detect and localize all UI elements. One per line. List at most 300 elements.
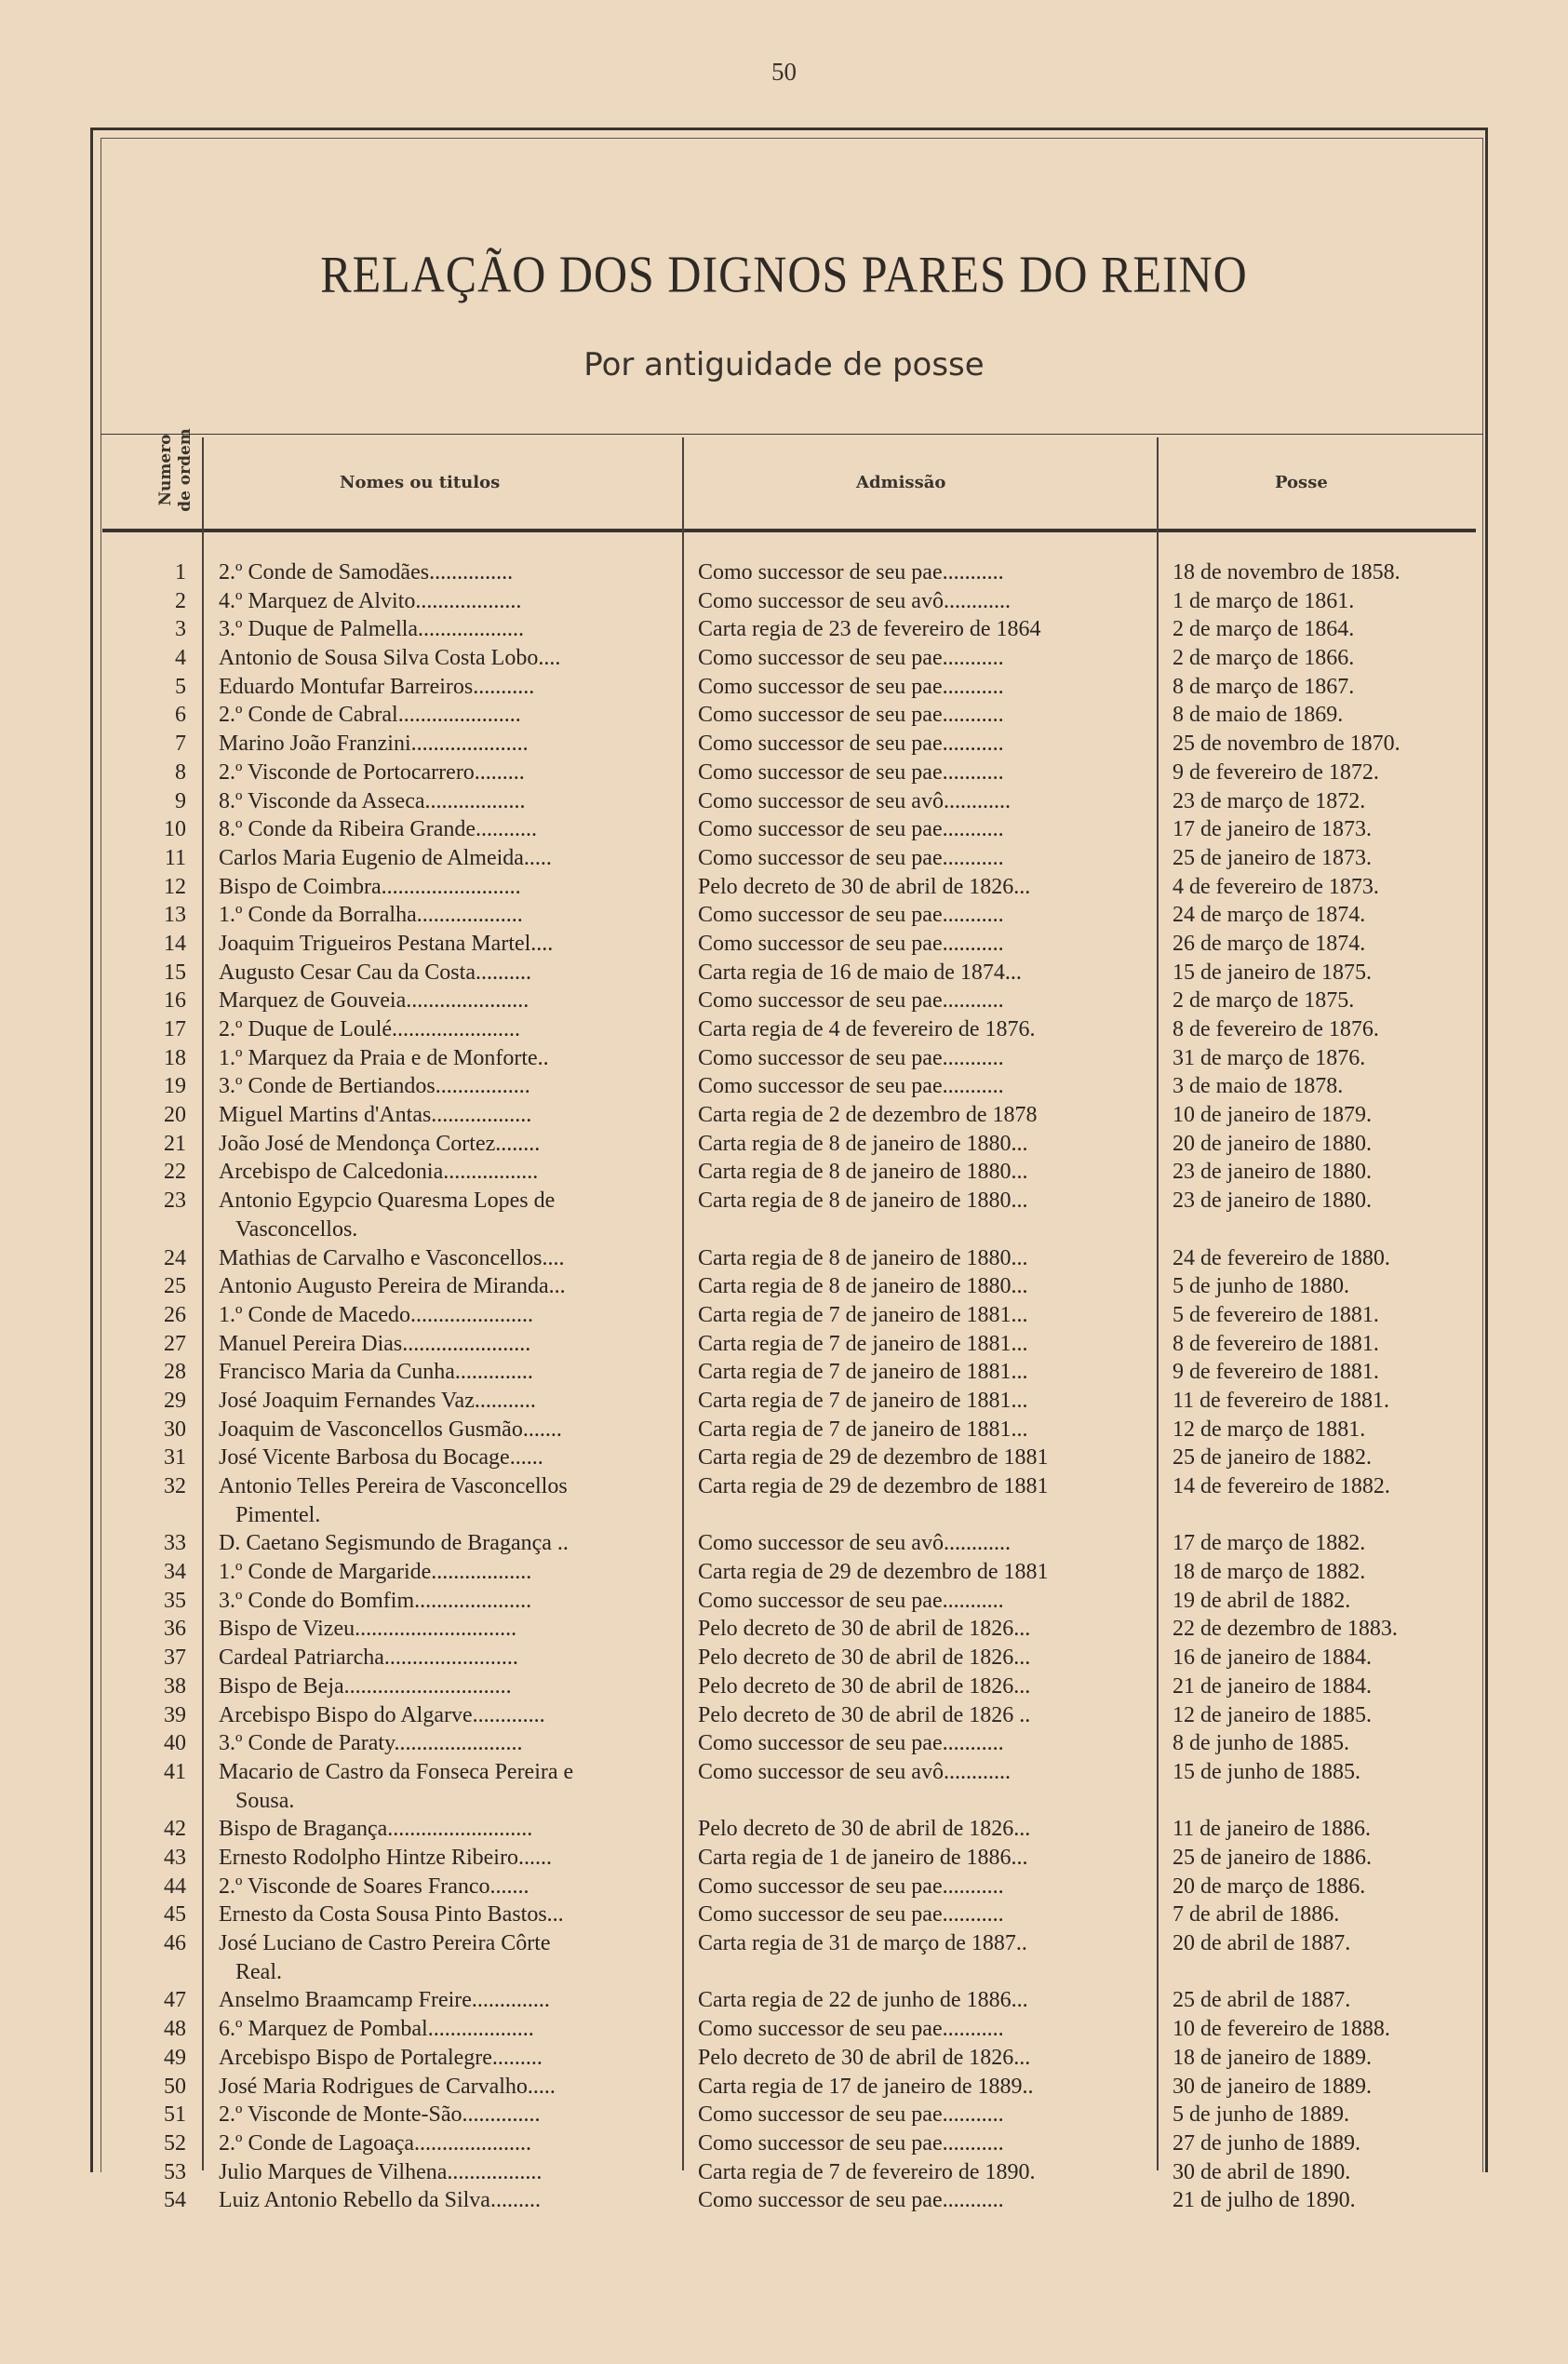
table-row <box>0 1758 1568 1815</box>
row-possession-text: 23 de janeiro de 1880. <box>1173 1160 1372 1185</box>
row-name-text: Anselmo Braamcamp Freire.............. <box>219 1988 550 2013</box>
row-number-text: 48 <box>164 2017 186 2042</box>
row-possession <box>1173 1929 1480 1958</box>
row-number-text: 17 <box>164 1017 186 1041</box>
row-admission-text: Pelo decreto de 30 de abril de 1826 .. <box>698 1702 1031 1727</box>
row-possession <box>1173 930 1480 959</box>
table-row <box>0 2044 1568 2073</box>
table-row <box>0 1187 1568 1243</box>
row-name <box>219 1044 677 1073</box>
row-number-text: 47 <box>164 1988 186 2013</box>
row-name <box>219 1929 677 1984</box>
row-number-text: 9 <box>175 788 186 813</box>
row-possession-text: 18 de janeiro de 1889. <box>1173 2045 1372 2070</box>
row-admission-text: Como successor de seu pae........... <box>698 1731 1004 1756</box>
row-name-text: 2.º Conde de Samodães............... <box>219 560 514 584</box>
row-possession-text: 25 de janeiro de 1886. <box>1173 1845 1372 1870</box>
table-row <box>0 1672 1568 1701</box>
row-number <box>140 615 186 644</box>
row-possession-text: 4 de fevereiro de 1873. <box>1173 874 1379 899</box>
row-admission-text: Pelo decreto de 30 de abril de 1826... <box>698 1817 1031 1842</box>
row-number <box>140 558 186 587</box>
row-possession-text: 2 de março de 1866. <box>1173 646 1355 671</box>
row-name <box>219 1101 677 1130</box>
table-row <box>0 2101 1568 2129</box>
row-number-text: 23 <box>164 1189 186 1214</box>
table-row <box>0 1101 1568 1130</box>
row-number-text: 21 <box>164 1131 186 1156</box>
row-possession-text: 12 de março de 1881. <box>1173 1417 1366 1442</box>
row-number-text: 49 <box>164 2045 186 2070</box>
row-number <box>140 1873 186 1901</box>
row-number-text: 6 <box>175 703 186 728</box>
table-row <box>0 2015 1568 2044</box>
row-number <box>140 787 186 816</box>
row-possession-text: 24 de março de 1874. <box>1173 903 1366 928</box>
table-row <box>0 701 1568 730</box>
row-possession <box>1173 1416 1480 1444</box>
row-possession <box>1173 1472 1480 1501</box>
row-name-continuation: Vasconcellos. <box>235 1216 358 1242</box>
row-name-text: 8.º Visconde da Asseca.................. <box>219 788 526 813</box>
row-admission-text: Carta regia de 4 de fevereiro de 1876. <box>698 1017 1036 1041</box>
row-name-text: Manuel Pereira Dias....................... <box>219 1331 531 1356</box>
table-row <box>0 1615 1568 1644</box>
row-name-text: 1.º Marquez da Praia e de Monforte.. <box>219 1045 549 1070</box>
row-admission-text: Carta regia de 1 de janeiro de 1886... <box>698 1845 1028 1870</box>
row-name-text: 2.º Visconde de Monte-São.............. <box>219 2102 541 2128</box>
row-name <box>219 1130 677 1159</box>
row-possession-text: 11 de janeiro de 1886. <box>1173 1817 1372 1842</box>
row-admission <box>698 1444 1156 1472</box>
row-admission <box>698 1615 1156 1644</box>
row-admission <box>698 1158 1156 1187</box>
row-name <box>219 2101 677 2129</box>
row-name <box>219 901 677 930</box>
row-name <box>219 1015 677 1044</box>
row-possession <box>1173 959 1480 987</box>
table-row <box>0 1729 1568 1758</box>
row-number <box>140 1558 186 1587</box>
row-admission-text: Carta regia de 2 de dezembro de 1878 <box>698 1103 1038 1128</box>
row-possession <box>1173 787 1480 816</box>
row-name <box>219 1587 677 1616</box>
row-admission-text: Como successor de seu pae........... <box>698 1902 1004 1927</box>
row-admission <box>698 1701 1156 1730</box>
table-row <box>0 644 1568 673</box>
row-admission-text: Como successor de seu pae........... <box>698 2102 1004 2128</box>
row-name-text: Miguel Martins d'Antas.................. <box>219 1103 532 1128</box>
row-possession-text: 15 de janeiro de 1875. <box>1173 960 1372 985</box>
row-name-text: Luiz Antonio Rebello da Silva......... <box>219 2188 541 2213</box>
row-number-text: 52 <box>164 2130 186 2156</box>
row-name-text: Francisco Maria da Cunha.............. <box>219 1360 533 1385</box>
row-admission-text: Carta regia de 29 de dezembro de 1881 <box>698 1474 1049 1499</box>
header-bottom-rule <box>102 529 1476 532</box>
row-admission <box>698 615 1156 644</box>
row-admission <box>698 1330 1156 1359</box>
row-name-text: Antonio Egypcio Quaresma Lopes de <box>219 1189 556 1214</box>
row-number <box>140 1529 186 1558</box>
column-header-number-line2: de ordem <box>176 428 194 512</box>
row-admission-text: Como successor de seu pae........... <box>698 1045 1004 1070</box>
row-name-text: D. Caetano Segismundo de Bragança .. <box>219 1531 569 1556</box>
row-possession-text: 10 de fevereiro de 1888. <box>1173 2017 1390 2042</box>
row-admission <box>698 1873 1156 1901</box>
row-admission <box>698 558 1156 587</box>
row-admission-text: Como successor de seu pae........... <box>698 732 1004 757</box>
row-number <box>140 873 186 902</box>
row-number <box>140 673 186 702</box>
row-possession <box>1173 1187 1480 1216</box>
row-admission-text: Carta regia de 7 de janeiro de 1881... <box>698 1331 1028 1356</box>
row-admission <box>698 2073 1156 2102</box>
row-name-text: Julio Marques de Vilhena................. <box>219 2159 543 2184</box>
row-possession-text: 30 de janeiro de 1889. <box>1173 2074 1372 2099</box>
row-number-text: 10 <box>164 817 186 842</box>
row-possession <box>1173 587 1480 616</box>
row-possession-text: 17 de março de 1882. <box>1173 1531 1366 1556</box>
header-top-rule <box>101 434 1483 435</box>
row-admission-text: Pelo decreto de 30 de abril de 1826... <box>698 874 1031 899</box>
row-number <box>140 1729 186 1758</box>
row-admission <box>698 1529 1156 1558</box>
row-possession-text: 27 de junho de 1889. <box>1173 2130 1360 2156</box>
row-number-text: 14 <box>164 931 186 956</box>
row-name-text: Marquez de Gouveia...................... <box>219 988 529 1014</box>
row-admission <box>698 1244 1156 1273</box>
row-admission-text: Carta regia de 31 de março de 1887.. <box>698 1931 1027 1956</box>
row-admission <box>698 1416 1156 1444</box>
row-name <box>219 1244 677 1273</box>
row-name <box>219 1672 677 1701</box>
row-number <box>140 901 186 930</box>
row-possession-text: 11 de fevereiro de 1881. <box>1173 1388 1390 1413</box>
row-admission-text: Como successor de seu pae........... <box>698 845 1004 870</box>
row-number <box>140 2073 186 2102</box>
row-possession <box>1173 1387 1480 1416</box>
row-name-text: José Maria Rodrigues de Carvalho..... <box>219 2074 556 2099</box>
row-name <box>219 1416 677 1444</box>
row-name-text: Bispo de Vizeu............................. <box>219 1617 517 1642</box>
row-possession-text: 17 de janeiro de 1873. <box>1173 817 1372 842</box>
row-name-text: 2.º Visconde de Portocarrero......... <box>219 759 525 785</box>
table-row <box>0 1472 1568 1529</box>
row-admission <box>698 2101 1156 2129</box>
row-admission <box>698 2129 1156 2158</box>
row-name-text: Carlos Maria Eugenio de Almeida..... <box>219 845 552 870</box>
row-admission <box>698 1672 1156 1701</box>
row-possession <box>1173 1758 1480 1787</box>
row-number-text: 30 <box>164 1417 186 1442</box>
row-number-text: 50 <box>164 2074 186 2099</box>
table-row <box>0 2158 1568 2187</box>
row-number-text: 3 <box>175 617 186 642</box>
row-admission <box>698 2186 1156 2215</box>
row-name-text: 3.º Duque de Palmella................... <box>219 617 525 642</box>
row-admission <box>698 2015 1156 2044</box>
row-possession-text: 9 de fevereiro de 1881. <box>1173 1360 1379 1385</box>
row-possession-text: 2 de março de 1875. <box>1173 988 1355 1014</box>
row-name <box>219 787 677 816</box>
row-admission-text: Pelo decreto de 30 de abril de 1826... <box>698 2045 1031 2070</box>
row-name-text: 3.º Conde de Paraty....................... <box>219 1731 523 1756</box>
row-admission <box>698 1844 1156 1873</box>
row-name <box>219 1472 677 1527</box>
row-number <box>140 2044 186 2073</box>
row-possession <box>1173 1130 1480 1159</box>
row-admission-text: Como successor de seu avô............ <box>698 588 1011 613</box>
column-header-possession: Posse <box>1275 473 1328 492</box>
row-admission <box>698 1387 1156 1416</box>
row-number-text: 53 <box>164 2159 186 2184</box>
row-admission <box>698 873 1156 902</box>
row-number <box>140 987 186 1015</box>
row-possession <box>1173 1529 1480 1558</box>
row-number-text: 7 <box>175 732 186 757</box>
row-possession-text: 5 de junho de 1880. <box>1173 1274 1349 1299</box>
row-possession <box>1173 1815 1480 1844</box>
row-name <box>219 558 677 587</box>
row-number-text: 25 <box>164 1274 186 1299</box>
row-number-text: 36 <box>164 1617 186 1642</box>
row-possession-text: 22 de dezembro de 1883. <box>1173 1617 1398 1642</box>
row-admission <box>698 1986 1156 2015</box>
row-possession-text: 30 de abril de 1890. <box>1173 2159 1351 2184</box>
row-admission-text: Como successor de seu pae........... <box>698 703 1004 728</box>
table-row <box>0 1844 1568 1873</box>
row-admission <box>698 844 1156 873</box>
row-name-continuation: Real. <box>235 1959 282 1984</box>
table-row <box>0 844 1568 873</box>
row-possession-text: 18 de março de 1882. <box>1173 1560 1366 1585</box>
row-number <box>140 1387 186 1416</box>
row-number-text: 34 <box>164 1560 186 1585</box>
row-admission <box>698 730 1156 759</box>
row-name <box>219 1729 677 1758</box>
row-number <box>140 930 186 959</box>
row-number <box>140 2015 186 2044</box>
row-number-text: 22 <box>164 1160 186 1185</box>
row-possession <box>1173 1044 1480 1073</box>
row-admission <box>698 1187 1156 1216</box>
table-row <box>0 930 1568 959</box>
table-row <box>0 1587 1568 1616</box>
row-possession <box>1173 2073 1480 2102</box>
row-name-text: 3.º Conde de Bertiandos................. <box>219 1074 530 1099</box>
table-row <box>0 673 1568 702</box>
row-admission-text: Como successor de seu pae........... <box>698 817 1004 842</box>
row-number-text: 27 <box>164 1331 186 1356</box>
row-name-text: Antonio de Sousa Silva Costa Lobo.... <box>219 646 561 671</box>
row-number <box>140 644 186 673</box>
row-name-text: 2.º Conde de Cabral...................... <box>219 703 521 728</box>
table-row <box>0 2186 1568 2215</box>
row-number <box>140 1416 186 1444</box>
row-possession-text: 25 de janeiro de 1882. <box>1173 1445 1372 1471</box>
row-number-text: 29 <box>164 1388 186 1413</box>
row-possession <box>1173 2015 1480 2044</box>
row-name <box>219 815 677 844</box>
row-number <box>140 730 186 759</box>
row-number <box>140 815 186 844</box>
row-name-text: Augusto Cesar Cau da Costa.......... <box>219 960 531 985</box>
row-number-text: 41 <box>164 1759 186 1784</box>
row-possession <box>1173 1272 1480 1301</box>
row-name <box>219 730 677 759</box>
row-admission-text: Carta regia de 22 de junho de 1886... <box>698 1988 1028 2013</box>
row-number <box>140 1929 186 1958</box>
column-header-number <box>156 419 195 521</box>
row-number-text: 51 <box>164 2102 186 2128</box>
column-header-names: Nomes ou titulos <box>340 473 501 492</box>
table-row <box>0 587 1568 616</box>
row-number-text: 13 <box>164 903 186 928</box>
row-possession-text: 9 de fevereiro de 1872. <box>1173 759 1379 785</box>
row-number-text: 24 <box>164 1245 186 1270</box>
row-name-text: Arcebispo de Calcedonia................. <box>219 1160 539 1185</box>
row-admission-text: Pelo decreto de 30 de abril de 1826... <box>698 1645 1031 1671</box>
row-possession <box>1173 1444 1480 1472</box>
row-name-text: João José de Mendonça Cortez........ <box>219 1131 541 1156</box>
row-number <box>140 1701 186 1730</box>
row-possession <box>1173 1701 1480 1730</box>
document-title: RELAÇÃO DOS DIGNOS PARES DO REINO <box>320 245 1248 303</box>
row-possession-text: 23 de março de 1872. <box>1173 788 1366 813</box>
row-name-text: José Joaquim Fernandes Vaz........... <box>219 1388 536 1413</box>
row-possession <box>1173 1301 1480 1330</box>
row-possession <box>1173 1986 1480 2015</box>
row-number-text: 40 <box>164 1731 186 1756</box>
row-admission-text: Como successor de seu pae........... <box>698 903 1004 928</box>
table-row <box>0 2129 1568 2158</box>
row-number-text: 11 <box>164 845 186 870</box>
row-admission <box>698 1729 1156 1758</box>
row-number <box>140 1844 186 1873</box>
row-number <box>140 1158 186 1187</box>
row-admission-text: Pelo decreto de 30 de abril de 1826... <box>698 1673 1031 1699</box>
peers-table-body <box>0 558 1568 2215</box>
row-possession-text: 7 de abril de 1886. <box>1173 1902 1340 1927</box>
row-name <box>219 1529 677 1558</box>
table-row <box>0 1901 1568 1929</box>
row-number <box>140 701 186 730</box>
row-admission-text: Como successor de seu pae........... <box>698 2188 1004 2213</box>
row-number-text: 4 <box>175 646 186 671</box>
row-possession-text: 8 de maio de 1869. <box>1173 703 1344 728</box>
row-name <box>219 2015 677 2044</box>
table-row <box>0 1387 1568 1416</box>
row-possession <box>1173 1644 1480 1672</box>
row-name <box>219 1072 677 1101</box>
row-name <box>219 1986 677 2015</box>
row-admission-text: Carta regia de 8 de janeiro de 1880... <box>698 1245 1028 1270</box>
row-name-text: Joaquim Trigueiros Pestana Martel.... <box>219 931 554 956</box>
table-row <box>0 1701 1568 1730</box>
row-admission-text: Como successor de seu pae........... <box>698 988 1004 1014</box>
row-number-text: 45 <box>164 1902 186 1927</box>
row-name <box>219 873 677 902</box>
row-name <box>219 1330 677 1359</box>
column-header-admission: Admissão <box>856 473 946 492</box>
row-number <box>140 1015 186 1044</box>
row-admission <box>698 787 1156 816</box>
table-row <box>0 1444 1568 1472</box>
row-name <box>219 2073 677 2102</box>
row-name <box>219 1558 677 1587</box>
row-number-text: 37 <box>164 1645 186 1671</box>
row-admission <box>698 2044 1156 2073</box>
row-name <box>219 1158 677 1187</box>
row-admission <box>698 1558 1156 1587</box>
page-number: 50 <box>771 58 797 86</box>
row-name <box>219 930 677 959</box>
row-number-text: 19 <box>164 1074 186 1099</box>
row-admission-text: Como successor de seu avô............ <box>698 1759 1011 1784</box>
row-possession-text: 2 de março de 1864. <box>1173 617 1355 642</box>
row-possession-text: 10 de janeiro de 1879. <box>1173 1103 1372 1128</box>
row-admission-text: Como successor de seu pae........... <box>698 2017 1004 2042</box>
row-possession <box>1173 1358 1480 1387</box>
row-possession <box>1173 1072 1480 1101</box>
row-possession <box>1173 2101 1480 2129</box>
row-name <box>219 673 677 702</box>
row-name-text: 8.º Conde da Ribeira Grande........... <box>219 817 538 842</box>
row-possession-text: 15 de junho de 1885. <box>1173 1759 1360 1784</box>
row-name-text: Ernesto da Costa Sousa Pinto Bastos... <box>219 1902 564 1927</box>
row-name <box>219 1301 677 1330</box>
table-row <box>0 987 1568 1015</box>
row-number <box>140 1901 186 1929</box>
table-row <box>0 1244 1568 1273</box>
row-admission-text: Como successor de seu pae........... <box>698 560 1004 584</box>
row-admission-text: Como successor de seu pae........... <box>698 1074 1004 1099</box>
row-number <box>140 1101 186 1130</box>
row-admission <box>698 1101 1156 1130</box>
table-row <box>0 730 1568 759</box>
row-possession-text: 20 de março de 1886. <box>1173 1874 1366 1899</box>
row-possession <box>1173 2186 1480 2215</box>
table-row <box>0 1072 1568 1101</box>
row-name <box>219 587 677 616</box>
row-name <box>219 1873 677 1901</box>
row-admission-text: Carta regia de 23 de fevereiro de 1864 <box>698 617 1041 642</box>
table-row <box>0 873 1568 902</box>
row-number <box>140 2129 186 2158</box>
row-number-text: 1 <box>175 560 186 584</box>
row-number-text: 5 <box>175 674 186 699</box>
row-possession-text: 14 de fevereiro de 1882. <box>1173 1474 1390 1499</box>
row-possession <box>1173 701 1480 730</box>
row-admission-text: Como successor de seu pae........... <box>698 1588 1004 1613</box>
row-name-text: 6.º Marquez de Pombal................... <box>219 2017 534 2042</box>
table-row <box>0 1929 1568 1986</box>
row-number-text: 16 <box>164 988 186 1014</box>
table-row <box>0 759 1568 787</box>
table-row <box>0 1044 1568 1073</box>
row-admission-text: Carta regia de 8 de janeiro de 1880... <box>698 1189 1028 1214</box>
row-number-text: 54 <box>164 2188 186 2213</box>
row-admission-text: Pelo decreto de 30 de abril de 1826... <box>698 1617 1031 1642</box>
row-admission-text: Como successor de seu avô............ <box>698 788 1011 813</box>
row-admission <box>698 759 1156 787</box>
table-row <box>0 1986 1568 2015</box>
table-row <box>0 1815 1568 1844</box>
row-possession-text: 21 de janeiro de 1884. <box>1173 1673 1372 1699</box>
row-possession <box>1173 1844 1480 1873</box>
row-number <box>140 1815 186 1844</box>
row-name-text: Bispo de Coimbra......................... <box>219 874 521 899</box>
